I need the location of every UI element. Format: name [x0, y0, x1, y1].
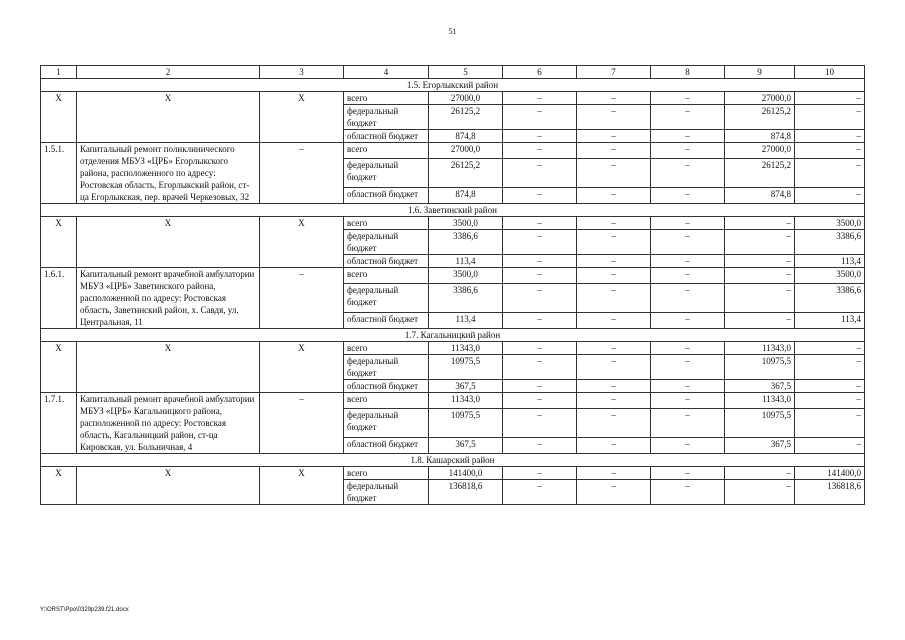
value-cell-5: 367,5 — [429, 438, 503, 454]
value-cell-8: – — [651, 467, 725, 480]
value-cell-8: – — [651, 438, 725, 454]
value-cell-5: 874,8 — [429, 130, 503, 143]
section-header-row — [41, 204, 865, 217]
value-cell-8: – — [651, 480, 725, 505]
funding-source-label: федеральный бюджет — [344, 355, 429, 380]
funding-source-label: областной бюджет — [344, 380, 429, 393]
value-cell-10: – — [795, 342, 865, 355]
x-mark: Х — [41, 342, 77, 393]
value-cell-5: 113,4 — [429, 255, 503, 268]
x-mark: Х — [77, 342, 260, 393]
column-number: 4 — [344, 66, 429, 79]
value-cell-8: – — [651, 105, 725, 130]
value-cell-7: – — [577, 438, 651, 454]
value-cell-8: – — [651, 143, 725, 159]
value-cell-7: – — [577, 130, 651, 143]
dash-cell: – — [260, 143, 344, 204]
column-number: 7 — [577, 66, 651, 79]
dash-cell: – — [260, 268, 344, 329]
x-mark: Х — [77, 467, 260, 505]
value-cell-9: 11343,0 — [725, 393, 795, 409]
value-cell-6: – — [503, 188, 577, 204]
value-cell-5: 3500,0 — [429, 268, 503, 284]
column-number: 10 — [795, 66, 865, 79]
value-cell-10: – — [795, 105, 865, 130]
column-number: 9 — [725, 66, 795, 79]
value-cell-5: 3500,0 — [429, 217, 503, 230]
value-cell-10: – — [795, 130, 865, 143]
value-cell-7: – — [577, 393, 651, 409]
value-cell-5: 11343,0 — [429, 393, 503, 409]
value-cell-6: – — [503, 143, 577, 159]
value-cell-8: – — [651, 408, 725, 438]
table-row — [41, 342, 865, 355]
x-mark: Х — [260, 217, 344, 268]
value-cell-7: – — [577, 105, 651, 130]
column-number-row — [41, 66, 865, 79]
value-cell-8: – — [651, 393, 725, 409]
value-cell-9: – — [725, 313, 795, 329]
table-row — [41, 268, 865, 284]
item-number: 1.5.1. — [41, 143, 77, 204]
value-cell-9: – — [725, 480, 795, 505]
page-number: 51 — [448, 27, 457, 36]
value-cell-6: – — [503, 268, 577, 284]
value-cell-9: 27000,0 — [725, 92, 795, 105]
value-cell-10: 3386,6 — [795, 283, 865, 313]
value-cell-10: – — [795, 92, 865, 105]
value-cell-10: – — [795, 408, 865, 438]
value-cell-8: – — [651, 92, 725, 105]
value-cell-9: 10975,5 — [725, 408, 795, 438]
funding-source-label: областной бюджет — [344, 188, 429, 204]
funding-source-label: федеральный бюджет — [344, 230, 429, 255]
value-cell-5: 3386,6 — [429, 283, 503, 313]
x-mark: Х — [77, 217, 260, 268]
value-cell-10: – — [795, 438, 865, 454]
item-description: Капитальный ремонт поликлинического отделения МБУЗ «ЦРБ» Егорлыкского района, расположенного по адресу: Ростовская область, Егорлыкский район, ст-ца Егорлыкская, пер. врачей Черкезовых, 32 — [77, 143, 260, 204]
value-cell-7: – — [577, 217, 651, 230]
value-cell-8: – — [651, 313, 725, 329]
value-cell-7: – — [577, 255, 651, 268]
value-cell-6: – — [503, 92, 577, 105]
value-cell-5: 27000,0 — [429, 92, 503, 105]
x-mark: Х — [77, 92, 260, 143]
value-cell-9: – — [725, 268, 795, 284]
funding-source-label: федеральный бюджет — [344, 105, 429, 130]
value-cell-6: – — [503, 480, 577, 505]
x-mark: Х — [41, 92, 77, 143]
column-number: 1 — [41, 66, 77, 79]
value-cell-7: – — [577, 230, 651, 255]
funding-source-label: областной бюджет — [344, 313, 429, 329]
value-cell-7: – — [577, 268, 651, 284]
column-number: 3 — [260, 66, 344, 79]
funding-source-label: всего — [344, 467, 429, 480]
item-number: 1.7.1. — [41, 393, 77, 454]
item-description: Капитальный ремонт врачебной амбулатории МБУЗ «ЦРБ» Заветинского района, расположенной по адресу: Ростовская область, Заветинский район, х. Савдя, ул. Центральная, 11 — [77, 268, 260, 329]
value-cell-10: 113,4 — [795, 255, 865, 268]
value-cell-5: 11343,0 — [429, 342, 503, 355]
funding-source-label: всего — [344, 92, 429, 105]
value-cell-7: – — [577, 342, 651, 355]
item-number: 1.6.1. — [41, 268, 77, 329]
value-cell-10: – — [795, 158, 865, 188]
x-mark: Х — [260, 92, 344, 143]
value-cell-10: 3500,0 — [795, 268, 865, 284]
value-cell-7: – — [577, 380, 651, 393]
value-cell-10: – — [795, 393, 865, 409]
value-cell-6: – — [503, 313, 577, 329]
value-cell-10: – — [795, 143, 865, 159]
dash-cell: – — [260, 393, 344, 454]
value-cell-5: 141400,0 — [429, 467, 503, 480]
value-cell-7: – — [577, 355, 651, 380]
column-number: 5 — [429, 66, 503, 79]
funding-source-label: областной бюджет — [344, 438, 429, 454]
value-cell-9: 874,8 — [725, 188, 795, 204]
item-description: Капитальный ремонт врачебной амбулатории МБУЗ «ЦРБ» Кагальницкого района, расположенной по адресу: Ростовская область, Кагальницкий район, ст-ца Кировская, ул. Больничная, 4 — [77, 393, 260, 454]
value-cell-9: – — [725, 255, 795, 268]
section-title: 1.6. Заветинский район — [41, 204, 865, 217]
value-cell-7: – — [577, 143, 651, 159]
value-cell-5: 136818,6 — [429, 480, 503, 505]
funding-source-label: всего — [344, 342, 429, 355]
value-cell-7: – — [577, 92, 651, 105]
value-cell-5: 10975,5 — [429, 355, 503, 380]
value-cell-8: – — [651, 355, 725, 380]
section-header-row — [41, 329, 865, 342]
funding-source-label: всего — [344, 217, 429, 230]
budget-table — [40, 65, 865, 505]
value-cell-7: – — [577, 408, 651, 438]
value-cell-7: – — [577, 467, 651, 480]
x-mark: Х — [41, 217, 77, 268]
value-cell-9: 11343,0 — [725, 342, 795, 355]
value-cell-7: – — [577, 158, 651, 188]
column-number: 2 — [77, 66, 260, 79]
value-cell-5: 26125,2 — [429, 158, 503, 188]
value-cell-6: – — [503, 408, 577, 438]
value-cell-6: – — [503, 342, 577, 355]
value-cell-8: – — [651, 268, 725, 284]
value-cell-8: – — [651, 217, 725, 230]
value-cell-9: – — [725, 467, 795, 480]
funding-source-label: федеральный бюджет — [344, 158, 429, 188]
value-cell-6: – — [503, 130, 577, 143]
x-mark: Х — [260, 342, 344, 393]
value-cell-9: 26125,2 — [725, 158, 795, 188]
column-number: 8 — [651, 66, 725, 79]
funding-source-label: всего — [344, 143, 429, 159]
funding-source-label: федеральный бюджет — [344, 408, 429, 438]
value-cell-6: – — [503, 355, 577, 380]
value-cell-7: – — [577, 480, 651, 505]
value-cell-5: 10975,5 — [429, 408, 503, 438]
table-row — [41, 143, 865, 159]
section-title: 1.7. Кагальницкий район — [41, 329, 865, 342]
value-cell-5: 3386,6 — [429, 230, 503, 255]
value-cell-9: – — [725, 230, 795, 255]
value-cell-8: – — [651, 255, 725, 268]
section-title: 1.8. Кашарский район — [41, 454, 865, 467]
section-header-row — [41, 454, 865, 467]
file-path-footer: Y:\ORST\Ppo\0329p239.f21.docx — [40, 607, 129, 613]
section-header-row — [41, 79, 865, 92]
funding-source-label: федеральный бюджет — [344, 480, 429, 505]
value-cell-10: 141400,0 — [795, 467, 865, 480]
value-cell-10: 3500,0 — [795, 217, 865, 230]
funding-source-label: федеральный бюджет — [344, 283, 429, 313]
value-cell-6: – — [503, 283, 577, 313]
value-cell-6: – — [503, 393, 577, 409]
value-cell-6: – — [503, 255, 577, 268]
value-cell-5: 26125,2 — [429, 105, 503, 130]
value-cell-6: – — [503, 105, 577, 130]
value-cell-10: – — [795, 355, 865, 380]
value-cell-5: 367,5 — [429, 380, 503, 393]
value-cell-9: – — [725, 217, 795, 230]
value-cell-8: – — [651, 342, 725, 355]
value-cell-9: 874,8 — [725, 130, 795, 143]
value-cell-10: – — [795, 380, 865, 393]
value-cell-6: – — [503, 217, 577, 230]
funding-source-label: областной бюджет — [344, 255, 429, 268]
funding-source-label: всего — [344, 268, 429, 284]
value-cell-5: 27000,0 — [429, 143, 503, 159]
value-cell-9: 367,5 — [725, 380, 795, 393]
table-row — [41, 92, 865, 105]
value-cell-9: 10975,5 — [725, 355, 795, 380]
value-cell-6: – — [503, 380, 577, 393]
value-cell-10: 136818,6 — [795, 480, 865, 505]
value-cell-6: – — [503, 230, 577, 255]
value-cell-7: – — [577, 313, 651, 329]
funding-source-label: областной бюджет — [344, 130, 429, 143]
value-cell-7: – — [577, 188, 651, 204]
value-cell-10: 3386,6 — [795, 230, 865, 255]
value-cell-8: – — [651, 188, 725, 204]
value-cell-7: – — [577, 283, 651, 313]
value-cell-5: 113,4 — [429, 313, 503, 329]
value-cell-10: – — [795, 188, 865, 204]
x-mark: Х — [260, 467, 344, 505]
value-cell-9: 367,5 — [725, 438, 795, 454]
value-cell-9: 26125,2 — [725, 105, 795, 130]
value-cell-10: 113,4 — [795, 313, 865, 329]
section-title: 1.5. Егорлыкский район — [41, 79, 865, 92]
table-row — [41, 467, 865, 480]
value-cell-8: – — [651, 283, 725, 313]
value-cell-8: – — [651, 130, 725, 143]
x-mark: Х — [41, 467, 77, 505]
value-cell-8: – — [651, 230, 725, 255]
value-cell-6: – — [503, 467, 577, 480]
table-row — [41, 217, 865, 230]
value-cell-8: – — [651, 380, 725, 393]
column-number: 6 — [503, 66, 577, 79]
value-cell-5: 874,8 — [429, 188, 503, 204]
value-cell-8: – — [651, 158, 725, 188]
table-row — [41, 393, 865, 409]
value-cell-6: – — [503, 438, 577, 454]
funding-source-label: всего — [344, 393, 429, 409]
value-cell-9: – — [725, 283, 795, 313]
value-cell-9: 27000,0 — [725, 143, 795, 159]
value-cell-6: – — [503, 158, 577, 188]
